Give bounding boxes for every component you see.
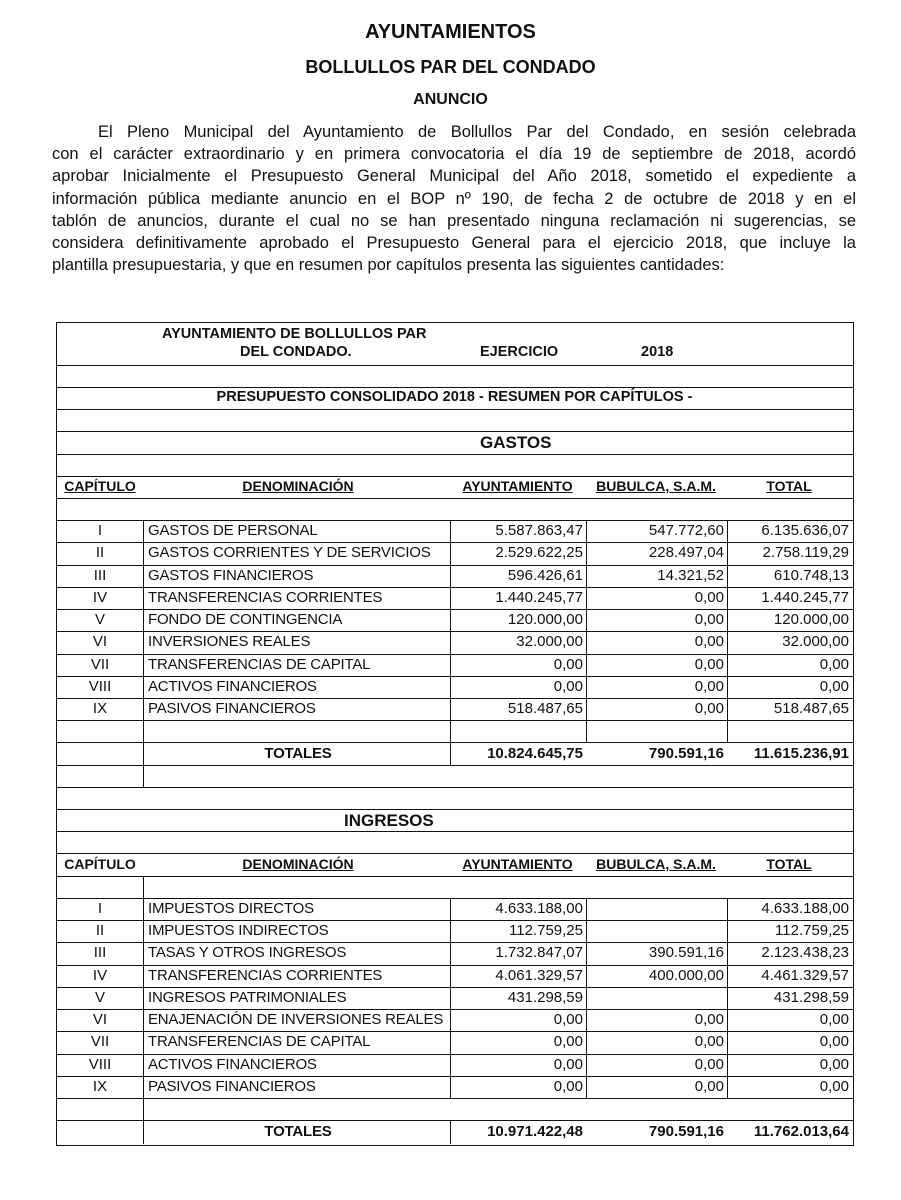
gastos-heading: GASTOS <box>480 433 552 452</box>
gastos-ayto: 1.440.245,77 <box>495 589 583 606</box>
ingresos-heading: INGRESOS <box>344 811 434 830</box>
table-rule <box>56 853 853 854</box>
ingresos-total: 0,00 <box>819 1033 849 1050</box>
table-rule <box>56 787 853 788</box>
gastos-bub: 0,00 <box>694 700 724 717</box>
table-rule <box>56 476 853 477</box>
gastos-ayto: 5.587.863,47 <box>495 522 583 539</box>
ingresos-total: 112.759,25 <box>775 922 849 939</box>
table-rule <box>56 809 853 810</box>
gastos-total: 1.440.245,77 <box>761 589 849 606</box>
gastos-bub: 547.772,60 <box>648 522 724 539</box>
gastos-total: 120.000,00 <box>773 611 849 628</box>
col-header-total: TOTAL <box>766 856 812 872</box>
col-header-denominacion: DENOMINACIÓN <box>242 856 354 872</box>
col-header-bubulca: BUBULCA, S.A.M. <box>596 478 716 494</box>
ingresos-total: 2.123.438,23 <box>761 944 849 961</box>
ingresos-den: TRANSFERENCIAS CORRIENTES <box>148 967 383 984</box>
col-rule <box>727 898 728 1098</box>
gastos-bub: 0,00 <box>694 611 724 628</box>
ingresos-ayto: 1.732.847,07 <box>495 944 583 961</box>
gastos-den: TRANSFERENCIAS CORRIENTES <box>148 589 383 606</box>
col-header-total: TOTAL <box>766 478 812 494</box>
body-line: plantilla presupuestaria, y que en resumen por capítulos presenta las siguientes cantidades: <box>52 256 725 275</box>
col-rule <box>586 520 587 742</box>
col-header-bubulca: BUBULCA, S.A.M. <box>596 856 716 872</box>
ingresos-total: 4.461.329,57 <box>761 967 849 984</box>
gastos-ayto: 120.000,00 <box>507 611 583 628</box>
gastos-total: 518.487,65 <box>773 700 849 717</box>
gastos-den: GASTOS CORRIENTES Y DE SERVICIOS <box>148 544 431 561</box>
gastos-ayto: 0,00 <box>553 678 583 695</box>
ingresos-ayto: 0,00 <box>553 1056 583 1073</box>
col-header-ayuntamiento: AYUNTAMIENTO <box>462 478 573 494</box>
ingresos-cap: VIII <box>88 1056 112 1073</box>
ingresos-ayto: 0,00 <box>553 1033 583 1050</box>
gastos-cap: IV <box>92 589 108 606</box>
gastos-den: ACTIVOS FINANCIEROS <box>148 678 317 695</box>
announcement-body <box>52 121 856 276</box>
gastos-bub: 0,00 <box>694 678 724 695</box>
gastos-ayto: 0,00 <box>553 656 583 673</box>
ingresos-ayto: 4.061.329,57 <box>495 967 583 984</box>
ingresos-bub: 0,00 <box>694 1056 724 1073</box>
gastos-den: FONDO DE CONTINGENCIA <box>148 611 343 628</box>
ingresos-cap: V <box>94 989 105 1006</box>
gastos-ayto: 518.487,65 <box>507 700 583 717</box>
gastos-total: 610.748,13 <box>773 567 849 584</box>
ingresos-bub: 0,00 <box>694 1078 724 1095</box>
ingresos-totals-label: TOTALES <box>264 1123 332 1140</box>
ingresos-bub: 0,00 <box>694 1011 724 1028</box>
col-rule <box>727 520 728 742</box>
table-rule <box>56 831 853 832</box>
gastos-cap: VIII <box>88 678 112 695</box>
table-rule <box>56 498 853 499</box>
gastos-cap: VI <box>92 633 108 650</box>
gastos-ayto: 596.426,61 <box>507 567 583 584</box>
gastos-bub: 0,00 <box>694 589 724 606</box>
col-header-capitulo: CAPÍTULO <box>64 478 136 494</box>
table-rule <box>56 765 853 766</box>
announcement-heading: ANUNCIO <box>413 91 488 108</box>
col-rule <box>586 898 587 1098</box>
gastos-totals-ayto: 10.824.645,75 <box>487 745 583 762</box>
body-line: considera definitivamente aprobado el Presupuesto General para el ejercicio 2018, que incluye la <box>52 234 856 253</box>
ingresos-bub <box>588 898 724 920</box>
gastos-bub: 0,00 <box>694 656 724 673</box>
gastos-den: GASTOS DE PERSONAL <box>148 522 318 539</box>
ingresos-den: INGRESOS PATRIMONIALES <box>148 989 347 1006</box>
ingresos-bub: 400.000,00 <box>648 967 724 984</box>
gastos-cap: V <box>94 611 105 628</box>
ingresos-den: TRANSFERENCIAS DE CAPITAL <box>148 1033 371 1050</box>
body-line: El Pleno Municipal del Ayuntamiento de Bollullos Par del Condado, en sesión celebrada <box>98 123 856 141</box>
gastos-cap: IX <box>92 700 108 717</box>
gastos-total: 2.758.119,29 <box>762 544 849 561</box>
gastos-bub: 228.497,04 <box>648 544 724 561</box>
gastos-cap: I <box>97 522 103 539</box>
ingresos-total: 431.298,59 <box>773 989 849 1006</box>
table-rule <box>56 720 853 721</box>
ingresos-den: ACTIVOS FINANCIEROS <box>148 1056 317 1073</box>
gastos-den: INVERSIONES REALES <box>148 633 311 650</box>
gastos-bub: 14.321,52 <box>657 567 724 584</box>
gastos-total: 6.135.636,07 <box>761 522 849 539</box>
table-rule <box>56 876 853 877</box>
body-line: con el carácter extraordinario y en primera convocatoria el día 19 de septiembre de 2018, acordó <box>52 145 856 164</box>
ingresos-den: IMPUESTOS INDIRECTOS <box>148 922 329 939</box>
body-line: información pública mediante anuncio en el BOP nº 190, de fecha 2 de octubre de 2018 y en el <box>52 189 856 208</box>
ingresos-cap: IV <box>92 967 108 984</box>
entity-name-line2: DEL CONDADO. <box>240 344 352 360</box>
ingresos-bub: 390.591,16 <box>648 944 724 961</box>
table-rule <box>56 431 853 432</box>
ingresos-totals-ayto: 10.971.422,48 <box>487 1123 583 1140</box>
table-rule <box>56 365 853 366</box>
municipality-heading: BOLLULLOS PAR DEL CONDADO <box>305 57 596 77</box>
col-rule <box>143 876 144 1144</box>
ingresos-ayto: 431.298,59 <box>507 989 583 1006</box>
ejercicio-year: 2018 <box>641 344 674 360</box>
ingresos-ayto: 0,00 <box>553 1011 583 1028</box>
ingresos-total: 0,00 <box>819 1078 849 1095</box>
col-header-denominacion: DENOMINACIÓN <box>242 478 354 494</box>
ingresos-den: PASIVOS FINANCIEROS <box>148 1078 316 1095</box>
gastos-ayto: 32.000,00 <box>516 633 583 650</box>
ingresos-den: TASAS Y OTROS INGRESOS <box>148 944 347 961</box>
ingresos-total: 0,00 <box>819 1011 849 1028</box>
table-rule <box>56 454 853 455</box>
ingresos-ayto: 4.633.188,00 <box>495 900 583 917</box>
table-rule <box>56 1098 853 1099</box>
col-rule <box>450 520 451 765</box>
ingresos-cap: VII <box>90 1033 110 1050</box>
body-line: aprobar Inicialmente el Presupuesto General Municipal del Año 2018, sometido el expediente a <box>52 167 856 186</box>
ingresos-cap: I <box>97 900 103 917</box>
col-header-ayuntamiento: AYUNTAMIENTO <box>462 856 573 872</box>
gastos-ayto: 2.529.622,25 <box>495 544 583 561</box>
table-rule <box>56 387 853 388</box>
table-rule <box>56 409 853 410</box>
entity-name-line1: AYUNTAMIENTO DE BOLLULLOS PAR <box>162 326 427 342</box>
ingresos-den: IMPUESTOS DIRECTOS <box>148 900 314 917</box>
gastos-total: 0,00 <box>819 656 849 673</box>
gastos-cap: VII <box>90 656 110 673</box>
ingresos-totals-total: 11.762.013,64 <box>753 1123 849 1140</box>
gastos-den: PASIVOS FINANCIEROS <box>148 700 316 717</box>
ingresos-cap: II <box>95 922 105 939</box>
gastos-bub: 0,00 <box>694 633 724 650</box>
section-heading: AYUNTAMIENTOS <box>365 21 536 43</box>
ingresos-bub <box>588 920 724 942</box>
ingresos-total: 0,00 <box>819 1056 849 1073</box>
table-title: PRESUPUESTO CONSOLIDADO 2018 - RESUMEN POR CAPÍTULOS - <box>216 389 693 405</box>
ingresos-cap: III <box>93 944 107 961</box>
ejercicio-label: EJERCICIO <box>480 344 559 360</box>
gastos-cap: III <box>93 567 107 584</box>
ingresos-bub <box>588 987 724 1009</box>
col-header-capitulo: CAPÍTULO <box>64 856 136 872</box>
ingresos-den: ENAJENACIÓN DE INVERSIONES REALES <box>148 1011 444 1028</box>
gastos-total: 0,00 <box>819 678 849 695</box>
ingresos-total: 4.633.188,00 <box>761 900 849 917</box>
col-rule <box>450 898 451 1098</box>
col-rule <box>450 1120 451 1144</box>
gastos-total: 32.000,00 <box>782 633 849 650</box>
gastos-totals-label: TOTALES <box>264 745 332 762</box>
ingresos-cap: IX <box>92 1078 108 1095</box>
ingresos-ayto: 0,00 <box>553 1078 583 1095</box>
ingresos-cap: VI <box>92 1011 108 1028</box>
gastos-totals-bub: 790.591,16 <box>648 745 724 762</box>
ingresos-bub: 0,00 <box>694 1033 724 1050</box>
ingresos-totals-bub: 790.591,16 <box>648 1123 724 1140</box>
body-line: tablón de anuncios, durante el cual no se han presentado ninguna reclamación ni sugerencias, se <box>52 211 856 230</box>
gastos-totals-total: 11.615.236,91 <box>753 745 849 762</box>
gastos-cap: II <box>95 544 105 561</box>
col-rule <box>143 520 144 787</box>
ingresos-ayto: 112.759,25 <box>509 922 583 939</box>
gastos-den: GASTOS FINANCIEROS <box>148 567 314 584</box>
gastos-den: TRANSFERENCIAS DE CAPITAL <box>148 656 371 673</box>
